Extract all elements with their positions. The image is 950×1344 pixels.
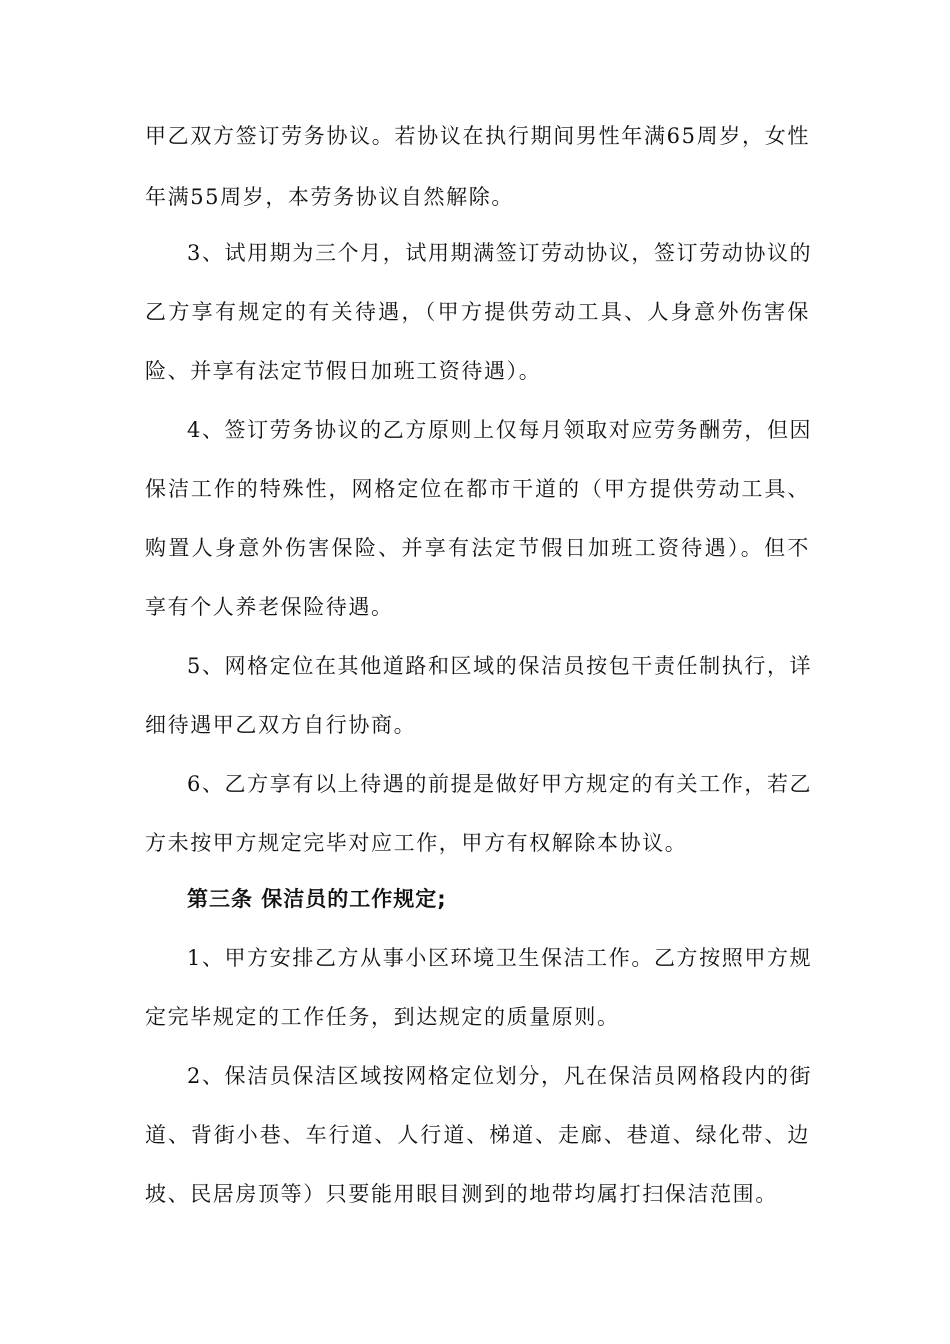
text-line: 6、乙方享有以上待遇的前提是做好甲方规定的有关工作，若乙 <box>187 772 813 796</box>
text-line: 乙方享有规定的有关待遇，（甲方提供劳动工具、人身意外伤害保 <box>145 300 810 324</box>
text-line: 享有个人养老保险待遇。 <box>145 595 394 619</box>
text-line: 定完毕规定的工作任务，到达规定的质量原则。 <box>145 1005 620 1029</box>
text-line: 细待遇甲乙双方自行协商。 <box>145 713 417 737</box>
text-line: 购置人身意外伤害保险、并享有法定节假日加班工资待遇）。但不 <box>145 536 810 560</box>
text-line: 5、网格定位在其他道路和区域的保洁员按包干责任制执行，详 <box>187 654 813 678</box>
text-line: 甲乙双方签订劳务协议。若协议在执行期间男性年满65周岁，女性 <box>145 124 810 148</box>
section-heading: 第三条 保洁员的工作规定; <box>187 887 447 911</box>
text-line: 险、并享有法定节假日加班工资待遇）。 <box>145 359 542 383</box>
text-line: 3、试用期为三个月，试用期满签订劳动协议，签订劳动协议的 <box>187 241 813 265</box>
text-line: 方未按甲方规定完毕对应工作，甲方有权解除本协议。 <box>145 831 688 855</box>
text-line: 1、甲方安排乙方从事小区环境卫生保洁工作。乙方按照甲方规 <box>187 946 813 970</box>
text-line: 保洁工作的特殊性，网格定位在都市干道的（甲方提供劳动工具、 <box>145 477 810 501</box>
text-line: 4、签订劳务协议的乙方原则上仅每月领取对应劳务酬劳，但因 <box>187 418 813 442</box>
text-line: 坡、民居房顶等）只要能用眼目测到的地带均属打扫保洁范围。 <box>145 1182 778 1206</box>
text-line: 道、背街小巷、车行道、人行道、梯道、走廊、巷道、绿化带、边 <box>145 1123 810 1147</box>
text-line: 2、保洁员保洁区域按网格定位划分，凡在保洁员网格段内的街 <box>187 1064 813 1088</box>
text-line: 年满55周岁，本劳务协议自然解除。 <box>145 185 514 209</box>
